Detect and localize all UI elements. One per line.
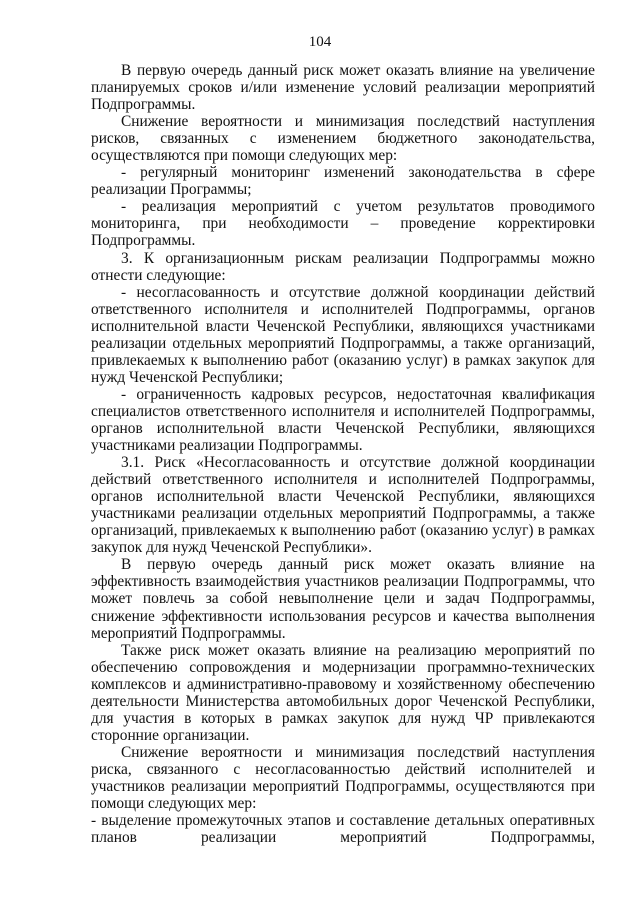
paragraph: 3.1. Риск «Несогласованность и отсутствие должной координации действий ответственного исполнителя и исполнителей Подпрограммы, органов исполнительной власти Чеченской Республики, являющихся участниками реализации отдельных мероприятий Подпрограммы, а также организаций, привлекаемых к выполнению работ (оказанию услуг) в рамках закупок для нужд Чеченской Республики». — [91, 454, 595, 557]
paragraph: Снижение вероятности и минимизация последствий наступления рисков, связанных с изменением бюджетного законодательства, осуществляются при помощи следующих мер: — [91, 113, 595, 165]
paragraph: Также риск может оказать влияние на реализацию мероприятий по обеспечению сопровождения и модернизации программно-технических комплексов и административно-правовому и хозяйственному обеспечению деятельности Министерства автомобильных дорог Чеченской Республики, для участия в которых в рамках закупок для нужд ЧР привлекаются сторонние организации. — [91, 641, 595, 744]
list-item: - несогласованность и отсутствие должной координации действий ответственного исполнителя и исполнителей Подпрограммы, органов исполнительной власти Чеченской Республики, являющихся участниками реализации отдельных мероприятий Подпрограммы, а также организаций, привлекаемых к выполнению работ (оказанию услуг) в рамках закупок для нужд Чеченской Республики; — [91, 283, 595, 386]
paragraph: В первую очередь данный риск может оказать влияние на эффективность взаимодействия участников реализации Подпрограммы, что может повлечь за собой невыполнение цели и задач Подпрограммы, снижение эффективности использования ресурсов и качества выполнения мероприятий Подпрограммы. — [91, 556, 595, 642]
page-number: 104 — [308, 34, 332, 50]
document-body — [91, 62, 595, 846]
list-item: - реализация мероприятий с учетом результатов проводимого мониторинга, при необходимости – проведение корректировки Подпрограммы. — [91, 198, 595, 250]
list-item: - регулярный мониторинг изменений законодательства в сфере реализации Программы; — [91, 164, 595, 199]
paragraph: 3. К организационным рискам реализации Подпрограммы можно отнести следующие: — [91, 249, 595, 284]
paragraph: Снижение вероятности и минимизация последствий наступления риска, связанного с несогласованностью действий исполнителей и участников реализации мероприятий Подпрограммы, осуществляются при помощи следующих мер: — [91, 743, 595, 813]
list-item: - ограниченность кадровых ресурсов, недостаточная квалификация специалистов ответственного исполнителя и исполнителей Подпрограммы, органов исполнительной власти Чеченской Республики, являющихся участниками реализации Подпрограммы. — [91, 385, 595, 455]
paragraph: В первую очередь данный риск может оказать влияние на увеличение планируемых сроков и/или изменение условий реализации мероприятий Подпрограммы. — [91, 62, 595, 114]
list-item: - выделение промежуточных этапов и составление детальных оперативных планов реализации мероприятий Подпрограммы, — [91, 812, 595, 847]
